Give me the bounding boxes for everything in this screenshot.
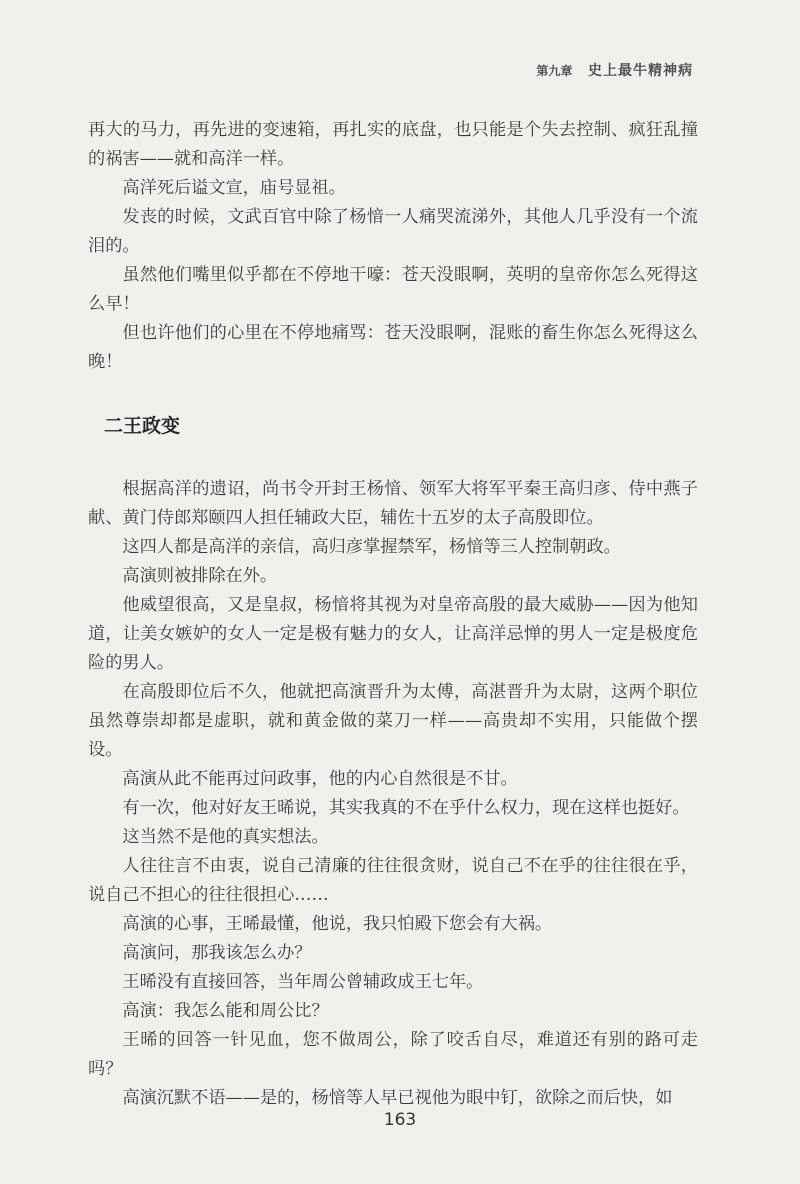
paragraph: 高演：我怎么能和周公比？ <box>122 1001 329 1021</box>
paragraph: 高演则被排除在外。 <box>122 566 278 586</box>
paragraph: 高演从此不能再过问政事，他的内心自然很是不甘。 <box>122 769 518 789</box>
paragraph: 他威望很高，又是皇叔，杨愔将其视为对皇帝高殷的最大威胁——因为他知道，让美女嫉妒的女人一定是极有魅力的女人，让高洋忌惮的男人一定是极度危险的男人。 <box>88 595 698 673</box>
paragraph: 高演问，那我该怎么办？ <box>122 943 312 963</box>
paragraph: 根据高洋的遗诏，尚书令开封王杨愔、领军大将军平秦王高归彦、侍中燕子献、黄门侍郎郑颐四人担任辅政大臣，辅佐十五岁的太子高殷即位。 <box>88 479 698 528</box>
paragraph: 高洋死后谥文宣，庙号显祖。 <box>122 178 346 198</box>
paragraph: 人往往言不由衷，说自己清廉的往往很贪财，说自己不在乎的往往很在乎，说自己不担心的往往很担心…… <box>88 856 698 905</box>
paragraph: 发丧的时候，文武百官中除了杨愔一人痛哭流涕外，其他人几乎没有一个流泪的。 <box>88 207 698 256</box>
page-body <box>88 116 698 1113</box>
paragraph: 再大的马力，再先进的变速箱，再扎实的底盘，也只能是个失去控制、疯狂乱撞的祸害——就和高洋一样。 <box>88 120 698 169</box>
paragraph: 这四人都是高洋的亲信，高归彦掌握禁军，杨愔等三人控制朝政。 <box>122 537 621 557</box>
chapter-title: 史上最牛精神病 <box>588 63 693 79</box>
paragraph: 这当然不是他的真实想法。 <box>122 827 329 847</box>
paragraph: 在高殷即位后不久，他就把高演晋升为太傅，高湛晋升为太尉，这两个职位虽然尊崇却都是虚职，就和黄金做的菜刀一样——高贵却不实用，只能做个摆设。 <box>88 682 698 760</box>
paragraph: 有一次，他对好友王晞说，其实我真的不在乎什么权力，现在这样也挺好。 <box>122 798 690 818</box>
section-heading: 二王政变 <box>104 415 181 437</box>
chapter-label: 第九章 <box>536 64 573 78</box>
paragraph: 王晞的回答一针见血，您不做周公，除了咬舌自尽，难道还有别的路可走吗？ <box>88 1030 698 1079</box>
paragraph: 高演沉默不语——是的，杨愔等人早已视他为眼中钉，欲除之而后快，如 <box>122 1088 673 1108</box>
running-header <box>536 60 693 80</box>
page-number: 163 <box>383 1110 417 1130</box>
paragraph: 但也许他们的心里在不停地痛骂：苍天没眼啊，混账的畜生你怎么死得这么晚！ <box>88 323 698 372</box>
paragraph: 王晞没有直接回答，当年周公曾辅政成王七年。 <box>122 972 484 992</box>
paragraph: 高演的心事，王晞最懂，他说，我只怕殿下您会有大祸。 <box>122 914 553 934</box>
paragraph: 虽然他们嘴里似乎都在不停地干嚎：苍天没眼啊，英明的皇帝你怎么死得这么早！ <box>88 265 698 314</box>
